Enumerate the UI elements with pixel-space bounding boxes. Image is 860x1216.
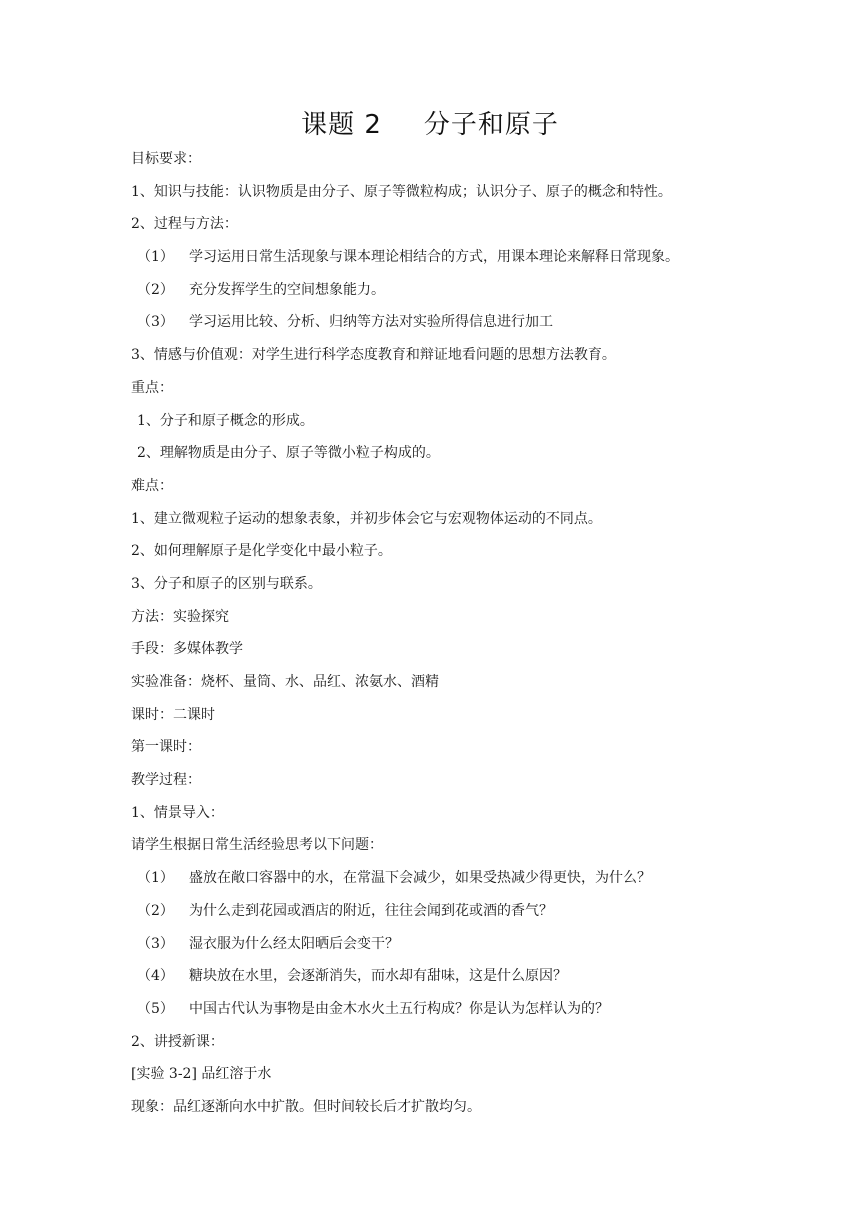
line-text: 1、建立微观粒子运动的想象表象，并初步体会它与宏观物体运动的不同点。: [131, 510, 602, 527]
text-line: [131, 311, 751, 344]
list-number: （2）: [137, 281, 174, 298]
text-line: [131, 638, 751, 671]
text-line: [131, 442, 751, 475]
line-text: 3、分子和原子的区别与联系。: [131, 575, 322, 592]
line-text: 3、情感与价值观：对学生进行科学态度教育和辩证地看问题的思想方法教育。: [131, 347, 616, 364]
text-line: [131, 900, 751, 933]
text-line: [131, 246, 751, 279]
line-text: 方法：实验探究: [131, 608, 229, 625]
line-text: 充分发挥学生的空间想象能力。: [189, 281, 385, 298]
title-lesson-number: 课题 2: [301, 110, 382, 140]
text-line: [131, 671, 751, 704]
line-text: 重点：: [131, 379, 173, 396]
list-number: （5）: [137, 1000, 174, 1017]
text-line: [131, 1063, 751, 1096]
line-text: 1、分子和原子概念的形成。: [137, 412, 314, 429]
line-text: 糖块放在水里，会逐渐消失，而水却有甜味，这是什么原因？: [189, 968, 567, 985]
text-line: [131, 704, 751, 737]
line-text: 难点：: [131, 477, 173, 494]
document-body: [131, 148, 751, 1129]
line-text: 盛放在敞口容器中的水，在常温下会减少，如果受热减少得更快，为什么？: [189, 870, 651, 887]
text-line: [131, 736, 751, 769]
line-text: 第一课时：: [131, 739, 201, 756]
text-line: [131, 279, 751, 312]
line-text: 现象：品红逐渐向水中扩散。但时间较长后才扩散均匀。: [131, 1098, 481, 1115]
page-title: [0, 104, 860, 141]
text-line: [131, 410, 751, 443]
line-text: 中国古代认为事物是由金木水火土五行构成？你是认为怎样认为的？: [189, 1000, 609, 1017]
text-line: [131, 867, 751, 900]
line-text: 1、知识与技能：认识物质是由分子、原子等微粒构成；认识分子、原子的概念和特性。: [131, 183, 672, 200]
text-line: [131, 998, 751, 1031]
text-line: [131, 377, 751, 410]
list-number: （4）: [137, 968, 174, 985]
list-number: （3）: [137, 935, 174, 952]
line-text: 学习运用比较、分析、归纳等方法对实验所得信息进行加工: [189, 314, 553, 331]
text-line: [131, 1031, 751, 1064]
line-text: 1、情景导入：: [131, 804, 224, 821]
text-line: [131, 933, 751, 966]
text-line: [131, 508, 751, 541]
list-number: （3）: [137, 314, 174, 331]
text-line: [131, 802, 751, 835]
line-text: 2、讲授新课：: [131, 1033, 224, 1050]
line-text: 2、如何理解原子是化学变化中最小粒子。: [131, 543, 392, 560]
line-text: 实验准备：烧杯、量筒、水、品红、浓氨水、酒精: [131, 674, 439, 690]
text-line: [131, 475, 751, 508]
list-number: （1）: [137, 249, 174, 266]
text-line: [131, 606, 751, 639]
line-text: 手段：多媒体教学: [131, 641, 243, 658]
list-number: （2）: [137, 902, 174, 919]
title-topic: 分子和原子: [423, 110, 559, 140]
text-line: [131, 1096, 751, 1129]
text-line: [131, 769, 751, 802]
text-line: [131, 573, 751, 606]
line-text: 学习运用日常生活现象与课本理论相结合的方式，用课本理论来解释日常现象。: [189, 249, 679, 266]
text-line: [131, 344, 751, 377]
list-number: （1）: [137, 870, 174, 887]
line-text: [实验 3-2] 品红溶于水: [131, 1066, 272, 1083]
text-line: [131, 834, 751, 867]
line-text: 请学生根据日常生活经验思考以下问题：: [131, 837, 383, 854]
text-line: [131, 540, 751, 573]
line-text: 教学过程：: [131, 772, 201, 789]
line-text: 课时：二课时: [131, 706, 215, 723]
text-line: [131, 181, 751, 214]
line-text: 为什么走到花园或酒店的附近，往往会闻到花或酒的香气？: [189, 902, 553, 919]
line-text: 2、过程与方法：: [131, 216, 238, 233]
text-line: [131, 213, 751, 246]
text-line: [131, 965, 751, 998]
line-text: 2、理解物质是由分子、原子等微小粒子构成的。: [137, 445, 440, 462]
line-text: 湿衣服为什么经太阳晒后会变干？: [189, 935, 399, 952]
text-line: [131, 148, 751, 181]
line-text: 目标要求：: [131, 151, 201, 167]
